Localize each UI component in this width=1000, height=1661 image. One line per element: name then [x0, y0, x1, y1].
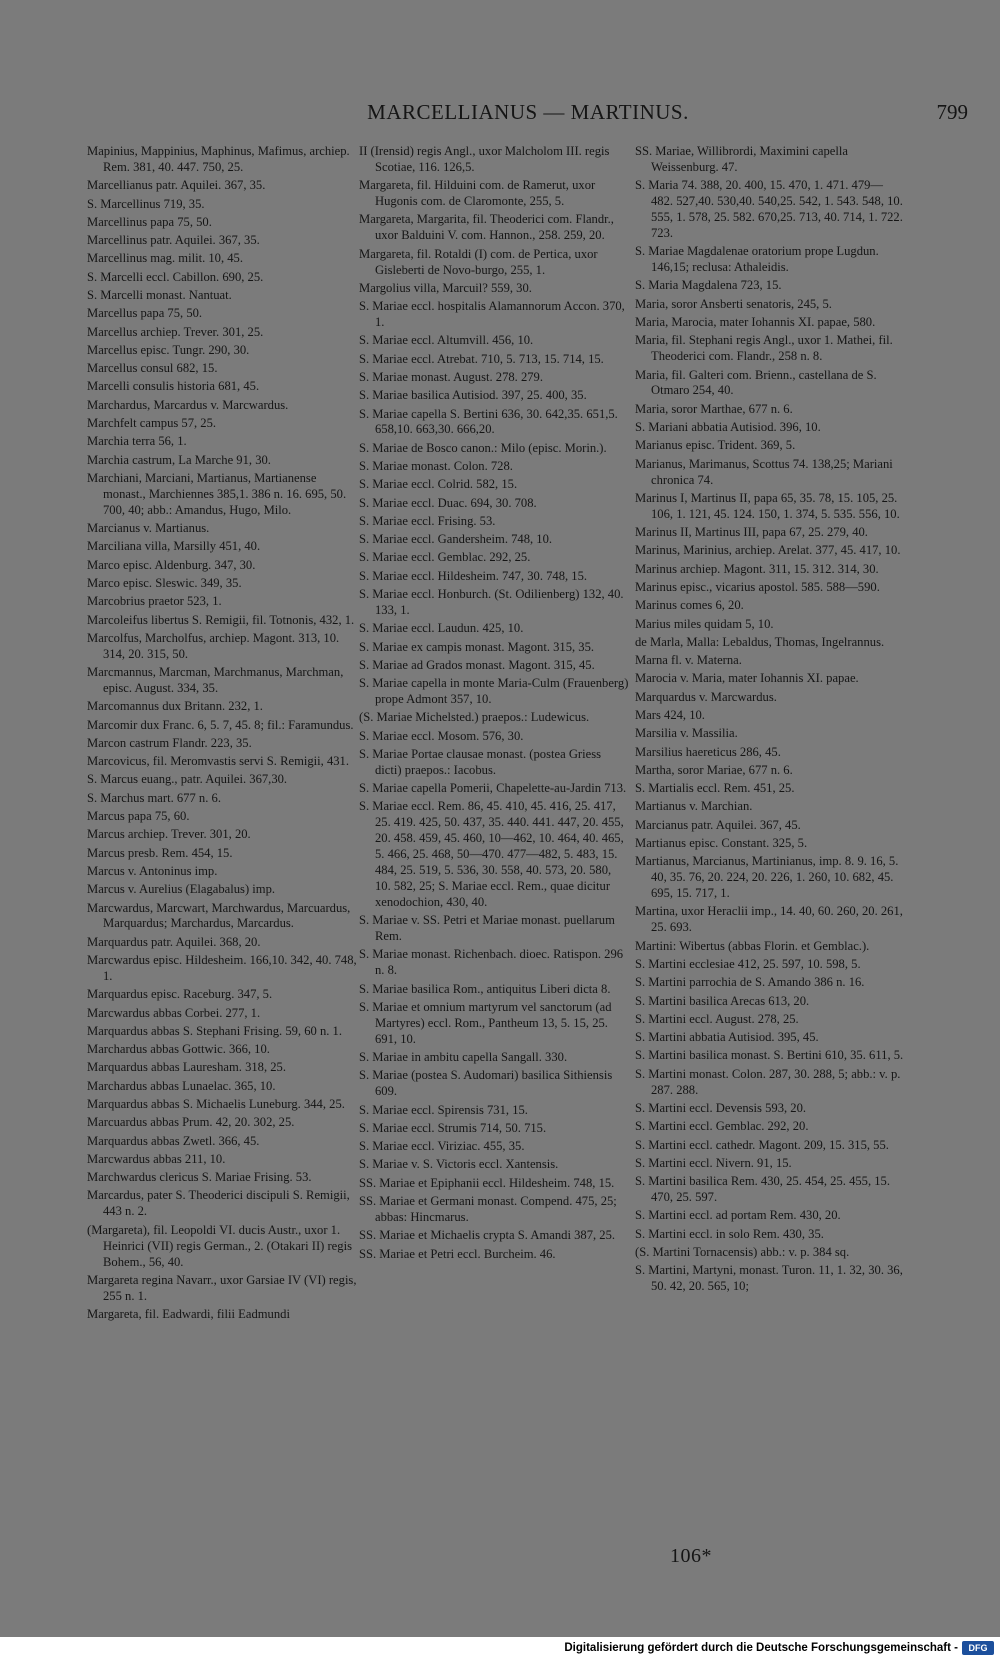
index-entry: Marna fl. v. Materna. [635, 653, 742, 668]
index-entry: Marianus, Marimanus, Scottus 74. 138,25; Mariani chronica 74. [635, 456, 893, 487]
index-entry: Marsilius haereticus 286, 45. [635, 744, 781, 759]
index-entry: Marco episc. Sleswic. 349, 35. [87, 575, 242, 590]
index-entry: Marinus, Marinius, archiep. Arelat. 377, 45. 417, 10. [635, 543, 901, 558]
page-number: 799 [936, 100, 968, 124]
index-entry: Marcwardus abbas Corbei. 277, 1. [87, 1005, 261, 1020]
index-entry: S. Marcus euang., patr. Aquilei. 367,30. [87, 772, 288, 787]
index-entry: Mapinius, Mappinius, Maphinus, Mafimus, archiep. Rem. 381, 40. 447. 750, 25. [87, 144, 350, 174]
index-entry: Margareta, Margarita, fil. Theoderici com. Flandr., uxor Balduini V. com. Hannon., 258. 259, 20. [359, 212, 614, 243]
index-entry: Marcianus patr. Aquilei. 367, 45. [635, 817, 801, 832]
index-entry: S. Martini parrochia de S. Amando 386 n. 16. [635, 975, 865, 990]
index-entry: S. Martini, Martyni, monast. Turon. 11, 1. 32, 30. 36, 50. 42, 20. 565, 10; [635, 1263, 903, 1294]
index-entry: Margareta regina Navarr., uxor Garsiae IV (VI) regis, 255 n. 1. [87, 1272, 357, 1303]
index-entry: Martianus episc. Constant. 325, 5. [635, 836, 808, 851]
index-entry: Marcomannus dux Britann. 232, 1. [87, 699, 263, 714]
index-entry: S. Mariae eccl. Frising. 53. [359, 513, 496, 528]
index-entry: S. Martini monast. Colon. 287, 30. 288, 5; abb.: v. p. 287. 288. [635, 1066, 901, 1097]
index-column-right [635, 144, 905, 1297]
index-entry: Marquardus abbas S. Stephani Frising. 59, 60 n. 1. [87, 1023, 343, 1038]
index-entry: S. Mariae eccl. Mosom. 576, 30. [359, 728, 524, 743]
index-entry: Marinus comes 6, 20. [635, 598, 744, 613]
index-entry: SS. Mariae et Petri eccl. Burcheim. 46. [359, 1246, 556, 1261]
index-entry: Martina, uxor Heraclii imp., 14. 40, 60. 260, 20. 261, 25. 693. [635, 904, 903, 935]
index-entry: S. Mariani abbatia Autisiod. 396, 10. [635, 420, 821, 435]
index-entry: Marinus I, Martinus II, papa 65, 35. 78, 15. 105, 25. 106, 1. 121, 45. 124. 150, 1. 374, 5. 535. 556, 10. [635, 490, 900, 521]
index-entry: S. Mariae de Bosco canon.: Milo (episc. Morin.). [359, 440, 607, 455]
index-entry: Marchia terra 56, 1. [87, 434, 187, 449]
index-entry: S. Mariae eccl. Duac. 694, 30. 708. [359, 495, 537, 510]
index-entry: S. Martini ecclesiae 412, 25. 597, 10. 598, 5. [635, 956, 861, 971]
index-entry: S. Mariae eccl. Laudun. 425, 10. [359, 621, 524, 636]
index-entry: S. Marcellinus 719, 35. [87, 196, 205, 211]
index-entry: S. Mariae monast. Richenbach. dioec. Ratispon. 296 n. 8. [359, 947, 624, 978]
index-entry: (S. Martini Tornacensis) abb.: v. p. 384 sq. [635, 1244, 850, 1259]
index-entry: Mars 424, 10. [635, 707, 705, 722]
index-entry: S. Maria 74. 388, 20. 400, 15. 470, 1. 471. 479—482. 527,40. 530,40. 540,25. 542, 1. 543. 548, 10. 555, 1. 578, 25. 582. 670,25. 713, 40. 714, 1. 722. 723. [635, 178, 903, 240]
index-entry: Marcellinus papa 75, 50. [87, 214, 212, 229]
index-entry: S. Martini eccl. cathedr. Magont. 209, 15. 315, 55. [635, 1137, 889, 1152]
index-entry: SS. Mariae et Germani monast. Compend. 475, 25; abbas: Hincmarus. [359, 1194, 617, 1224]
index-entry: S. Mariae basilica Rom., antiquitus Liberi dicta 8. [359, 981, 611, 996]
index-entry: Margareta, fil. Rotaldi (I) com. de Pertica, uxor Gisleberti de Novo-burgo, 255, 1. [359, 246, 598, 277]
index-entry: Marcobrius praetor 523, 1. [87, 594, 222, 609]
page-header [88, 98, 968, 130]
index-entry: Marquardus abbas S. Michaelis Luneburg. 344, 25. [87, 1097, 345, 1111]
index-entry: Marcwardus abbas 211, 10. [87, 1151, 226, 1166]
index-entry: Maria, soror Ansberti senatoris, 245, 5. [635, 296, 832, 311]
index-entry: Marquardus v. Marcwardus. [635, 689, 777, 704]
index-entry: Marquardus abbas Zwetl. 366, 45. [87, 1133, 260, 1148]
index-entry: Marcmannus, Marcman, Marchmanus, Marchman, episc. August. 334, 35. [87, 665, 344, 695]
index-entry: Margareta, fil. Eadwardi, filii Eadmundi [87, 1307, 290, 1321]
index-entry: S. Mariae eccl. hospitalis Alamannorum Accon. 370, 1. [359, 299, 625, 330]
index-entry: S. Mariae v. SS. Petri et Mariae monast. puellarum Rem. [359, 913, 615, 944]
index-entry: Marcelli consulis historia 681, 45. [87, 379, 260, 394]
index-entry: Marianus episc. Trident. 369, 5. [635, 438, 796, 453]
index-entry: S. Mariae capella Pomerii, Chapelette-au-Jardin 713. [359, 781, 627, 796]
index-entry: Marcus archiep. Trever. 301, 20. [87, 827, 251, 842]
index-entry: Marciliana villa, Marsilly 451, 40. [87, 539, 261, 554]
index-entry: Marcardus, pater S. Theoderici discipuli S. Remigii, 443 n. 2. [87, 1188, 350, 1219]
index-entry: S. Marcelli eccl. Cabillon. 690, 25. [87, 269, 264, 284]
index-entry: S. Marcelli monast. Nantuat. [87, 287, 232, 302]
index-entry: Marquardus abbas Lauresham. 318, 25. [87, 1060, 286, 1075]
index-entry: Marcuardus abbas Prum. 42, 20. 302, 25. [87, 1115, 295, 1130]
index-column-middle [359, 144, 629, 1265]
index-entry: Marcellinus patr. Aquilei. 367, 35. [87, 233, 260, 248]
index-entry: Marquardus patr. Aquilei. 368, 20. [87, 934, 261, 949]
index-entry: Maria, fil. Galteri com. Brienn., castellana de S. Otmaro 254, 40. [635, 367, 877, 398]
index-entry: S. Mariae monast. Colon. 728. [359, 459, 513, 473]
index-entry: S. Mariae eccl. Spirensis 731, 15. [359, 1102, 528, 1117]
index-entry: Marsilia v. Massilia. [635, 726, 738, 741]
index-entry: II (Irensid) regis Angl., uxor Malcholom III. regis Scotiae, 116. 126,5. [359, 144, 610, 174]
index-entry: S. Mariae eccl. Colrid. 582, 15. [359, 477, 518, 492]
footer-credit: Digitalisierung gefördert durch die Deutsche Forschungsgemeinschaft - [564, 1642, 958, 1654]
index-entry: Marcellianus patr. Aquilei. 367, 35. [87, 178, 266, 193]
index-entry: Marinus episc., vicarius apostol. 585. 588—590. [635, 579, 880, 594]
index-entry: S. Mariae eccl. Gemblac. 292, 25. [359, 550, 531, 565]
index-entry: Marcoleifus libertus S. Remigii, fil. Totnonis, 432, 1. [87, 612, 355, 627]
index-entry: S. Mariae ex campis monast. Magont. 315, 35. [359, 639, 595, 654]
index-entry: S. Martini basilica Arecas 613, 20. [635, 993, 810, 1008]
index-entry: S. Mariae eccl. Gandersheim. 748, 10. [359, 532, 553, 547]
index-entry: Marquardus episc. Raceburg. 347, 5. [87, 987, 273, 1002]
index-entry: S. Mariae eccl. Viriziac. 455, 35. [359, 1139, 525, 1154]
index-entry: S. Mariae basilica Autisiod. 397, 25. 400, 35. [359, 388, 587, 403]
index-entry: S. Martini eccl. August. 278, 25. [635, 1011, 799, 1026]
index-entry: Maria, fil. Stephani regis Angl., uxor 1. Mathei, fil. Theoderici com. Flandr., 258 n. 8. [635, 333, 893, 364]
index-entry: Marcus v. Aurelius (Elagabalus) imp. [87, 882, 276, 897]
index-entry: S. Mariae in ambitu capella Sangall. 330. [359, 1050, 568, 1065]
index-entry: Marchiani, Marciani, Martianus, Martianense monast., Marchiennes 385,1. 386 n. 16. 695, 50. 700, 40; abb.: Amandus, Hugo, Milo. [87, 470, 347, 517]
index-entry: SS. Mariae et Michaelis crypta S. Amandi 387, 25. [359, 1228, 616, 1243]
index-entry: Marco episc. Aldenburg. 347, 30. [87, 557, 256, 572]
index-entry: Marcon castrum Flandr. 223, 35. [87, 735, 252, 750]
index-entry: Marcwardus episc. Hildesheim. 166,10. 342, 40. 748, 1. [87, 953, 357, 983]
index-entry: S. Martini eccl. ad portam Rem. 430, 20. [635, 1208, 841, 1223]
index-entry: Marcus papa 75, 60. [87, 809, 190, 824]
index-entry: (Margareta), fil. Leopoldi VI. ducis Austr., uxor 1. Heinrici (VII) regis German., 2. (Otakari II) regis Bohem., 56, 40. [87, 1222, 352, 1269]
index-entry: S. Mariae Magdalenae oratorium prope Lugdun. 146,15; reclusa: Athaleidis. [635, 244, 879, 275]
index-entry: Maria, Marocia, mater Iohannis XI. papae, 580. [635, 315, 876, 330]
index-entry: Marchwardus clericus S. Mariae Frising. 53. [87, 1170, 312, 1185]
index-entry: Marchardus, Marcardus v. Marcwardus. [87, 397, 289, 412]
index-entry: Marocia v. Maria, mater Iohannis XI. papae. [635, 671, 859, 686]
index-entry: (S. Mariae Michelsted.) praepos.: Ludewicus. [359, 710, 590, 725]
index-entry: SS. Mariae et Epiphanii eccl. Hildesheim. 748, 15. [359, 1175, 615, 1190]
index-entry: Marcolfus, Marcholfus, archiep. Magont. 313, 10. 314, 20. 315, 50. [87, 630, 340, 661]
signature-mark: 106* [670, 1545, 712, 1567]
index-entry: S. Martini eccl. Nivern. 91, 15. [635, 1155, 792, 1170]
index-entry: Martianus v. Marchian. [635, 799, 753, 814]
index-entry: S. Martini eccl. Devensis 593, 20. [635, 1100, 807, 1115]
index-entry: S. Martini basilica Rem. 430, 25. 454, 25. 455, 15. 470, 25. 597. [635, 1174, 891, 1205]
index-entry: Marcovicus, fil. Meromvastis servi S. Remigii, 431. [87, 754, 349, 769]
index-entry: Marius miles quidam 5, 10. [635, 616, 774, 631]
index-entry: Marcellus papa 75, 50. [87, 306, 203, 321]
index-entry: Maria, soror Marthae, 677 n. 6. [635, 401, 793, 416]
index-entry: Marcus v. Antoninus imp. [87, 863, 218, 878]
index-entry: S. Mariae monast. August. 278. 279. [359, 369, 543, 384]
index-entry: S. Mariae et omnium martyrum vel sanctorum (ad Martyres) eccl. Rom., Pantheum 13, 5. 15, 25. 691, 10. [359, 999, 612, 1046]
index-entry: S. Mariae eccl. Atrebat. 710, 5. 713, 15. 714, 15. [359, 351, 604, 366]
index-entry: Marchardus abbas Gottwic. 366, 10. [87, 1042, 270, 1057]
index-entry: Marcwardus, Marcwart, Marchwardus, Marcuardus, Marquardus; Marchardus, Marcardus. [87, 900, 351, 931]
index-column-left [87, 144, 357, 1325]
index-entry: S. Mariae v. S. Victoris eccl. Xantensis. [359, 1157, 559, 1172]
index-entry: SS. Mariae, Willibrordi, Maximini capella Weissenburg. 47. [635, 144, 848, 174]
index-entry: Marchia castrum, La Marche 91, 30. [87, 452, 271, 467]
index-entry: Margareta, fil. Hilduini com. de Ramerut, uxor Hugonis com. de Claromonte, 255, 5. [359, 178, 596, 209]
index-entry: Marcus presb. Rem. 454, 15. [87, 845, 233, 860]
index-entry: S. Mariae Portae clausae monast. (postea Griess dicti) praepos.: Iacobus. [359, 746, 602, 777]
index-entry: Marinus II, Martinus III, papa 67, 25. 279, 40. [635, 525, 868, 540]
index-entry: S. Martini eccl. in solo Rem. 430, 35. [635, 1226, 824, 1241]
index-entry: S. Mariae ad Grados monast. Magont. 315, 45. [359, 657, 595, 672]
index-entry: Marchfelt campus 57, 25. [87, 416, 217, 431]
index-entry: S. Mariae eccl. Strumis 714, 50. 715. [359, 1120, 547, 1135]
index-entry: Margolius villa, Marcuil? 559, 30. [359, 280, 532, 295]
index-entry: Martianus, Marcianus, Martinianus, imp. 8. 9. 16, 5. 40, 35. 76, 20. 224, 20. 226, 1. 260, 10. 682, 45. 695, 15. 717, 1. [635, 854, 899, 901]
index-entry: Marcianus v. Martianus. [87, 521, 210, 536]
index-entry: S. Mariae eccl. Honburch. (St. Odilienberg) 132, 40. 133, 1. [359, 587, 624, 617]
index-entry: S. Martini abbatia Autisiod. 395, 45. [635, 1030, 819, 1045]
index-entry: Martha, soror Mariae, 677 n. 6. [635, 762, 793, 777]
dfg-logo: DFG [962, 1641, 994, 1655]
digitization-footer [0, 1637, 1000, 1661]
index-entry: Marchardus abbas Lunaelac. 365, 10. [87, 1078, 276, 1093]
index-entry: Marcellinus mag. milit. 10, 45. [87, 251, 244, 266]
index-entry: S. Mariae (postea S. Audomari) basilica Sithiensis 609. [359, 1068, 613, 1099]
index-entry: S. Mariae eccl. Rem. 86, 45. 410, 45. 416, 25. 417, 25. 419. 425, 50. 437, 35. 440. 441. 447, 20. 455, 20. 458. 459, 45. 460, 10—462, 10. 464, 40. 465, 5. 466, 25. 468, 50—470. 477—482, 5. 483, 15. 484, 25. 519, 5. 536, 30. 558, 40. 573, 20. 580, 10. 582, 25; S. Mariae eccl. Rem., quae dicitur xenodochion, 430, 40. [359, 799, 624, 909]
index-entry: S. Mariae eccl. Hildesheim. 747, 30. 748, 15. [359, 568, 588, 583]
index-entry: S. Marchus mart. 677 n. 6. [87, 790, 221, 805]
index-entry: Martini: Wibertus (abbas Florin. et Gemblac.). [635, 938, 870, 953]
index-entry: S. Mariae capella in monte Maria-Culm (Frauenberg) prope Admont 357, 10. [359, 676, 629, 707]
index-entry: Marcomir dux Franc. 6, 5. 7, 45. 8; fil.: Faramundus. [87, 717, 354, 732]
index-entry: Marcellus consul 682, 15. [87, 361, 218, 376]
index-entry: S. Martialis eccl. Rem. 451, 25. [635, 781, 795, 796]
index-entry: S. Maria Magdalena 723, 15. [635, 278, 782, 293]
index-entry: S. Martini basilica monast. S. Bertini 610, 35. 611, 5. [635, 1048, 904, 1063]
index-entry: S. Mariae capella S. Bertini 636, 30. 642,35. 651,5. 658,10. 663,30. 666,20. [359, 406, 618, 437]
index-entry: Marcellus episc. Tungr. 290, 30. [87, 342, 250, 357]
index-entry: de Marla, Malla: Lebaldus, Thomas, Ingelrannus. [635, 634, 885, 649]
index-entry: Marinus archiep. Magont. 311, 15. 312. 314, 30. [635, 561, 879, 576]
index-entry: S. Mariae eccl. Altumvill. 456, 10. [359, 333, 534, 348]
index-entry: Marcellus archiep. Trever. 301, 25. [87, 324, 264, 339]
page-title: MARCELLIANUS — MARTINUS. [367, 100, 689, 124]
index-entry: S. Martini eccl. Gemblac. 292, 20. [635, 1119, 809, 1134]
